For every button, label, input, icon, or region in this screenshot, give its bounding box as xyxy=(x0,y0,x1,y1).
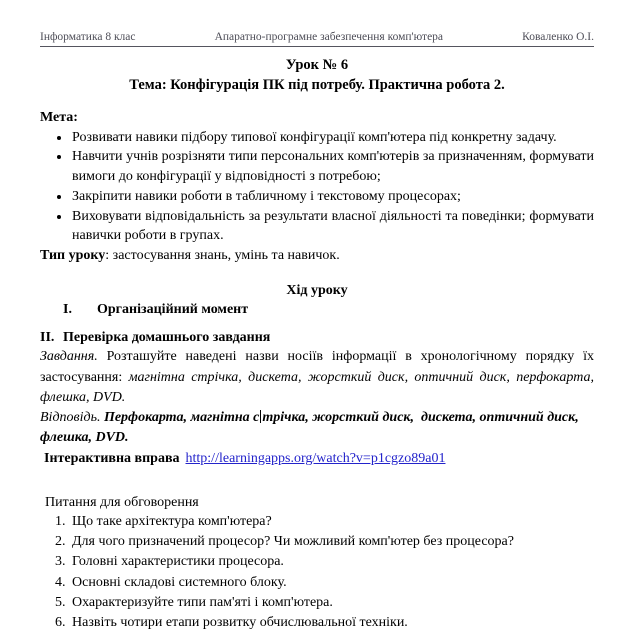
section-label: Організаційний момент xyxy=(97,302,249,318)
task-paragraph xyxy=(40,347,594,408)
lesson-number-title: Урок № 6 xyxy=(285,57,349,73)
list-item: • Навчити учнів розрізняти типи персональних комп'ютерів за призначенням, формувати вимоги до конфігурації у відповідності з потребою; xyxy=(71,147,594,187)
section-organizational-moment xyxy=(40,300,594,320)
course-flow-heading: Хід уроку xyxy=(286,282,348,298)
task-label: Завдання. xyxy=(40,349,98,365)
lesson-topic-title: Тема: Конфігурація ПК під потребу. Практична робота 2. xyxy=(129,77,505,93)
answer-label: Відповідь. xyxy=(40,410,104,426)
interactive-exercise-label: Інтерактивна вправа xyxy=(44,450,180,466)
lesson-type-value: : застосування знань, умінь та навичок. xyxy=(105,248,340,264)
list-item: 2. Для чого призначений процесор? Чи можливий комп'ютер без процесора? xyxy=(69,532,594,552)
list-item: • Виховувати відповідальність за результати власної діяльності та поведінки; формувати навички роботи в групах. xyxy=(71,207,594,247)
section-numeral: II. xyxy=(40,329,55,345)
section-label: Перевірка домашнього завдання xyxy=(63,329,271,345)
answer-text-before-cursor: Перфокарта, магнітна с xyxy=(103,410,260,426)
answer-paragraph xyxy=(40,408,594,449)
lesson-type-label: Тип уроку xyxy=(40,248,106,264)
learningapps-link[interactable]: http://learningapps.org/watch?v=p1cgzo89a01 xyxy=(185,450,446,466)
title-block xyxy=(40,55,594,95)
lesson-type-line xyxy=(40,246,594,266)
goal-label: Мета: xyxy=(40,110,78,125)
answer-text-after-cursor: трічка, жорсткий диск, дискета, оптичний диск, флешка, DVD. xyxy=(40,410,583,446)
interactive-exercise-line xyxy=(40,449,594,469)
list-item: 4. Основні складові системного блоку. xyxy=(69,573,594,593)
task-text: Розташуйте наведені назви носіїв інформації в хронологічному порядку їх застосування: xyxy=(40,349,594,385)
discussion-questions-heading: Питання для обговорення xyxy=(45,494,199,510)
section-numeral: I. xyxy=(63,302,72,318)
discussion-questions-list xyxy=(40,512,594,633)
list-item: 5. Охарактеризуйте типи пам'яті і комп'ютера. xyxy=(69,593,594,613)
section-homework-check xyxy=(40,328,594,348)
list-item: • Розвивати навики підбору типової конфігурації комп'ютера під конкретну задачу. xyxy=(71,128,594,148)
task-media-list: магнітна стрічка, дискета, жорсткий диск, оптичний диск, перфокарта, флешка, DVD. xyxy=(40,369,594,405)
list-item: 6. Назвіть чотири етапи розвитку обчислювальної техніки. xyxy=(69,613,594,633)
running-header xyxy=(40,31,594,47)
list-item: 3. Головні характеристики процесора. xyxy=(69,552,594,572)
list-item: 1. Що таке архітектура комп'ютера? xyxy=(69,512,594,532)
list-item: • Закріпити навики роботи в табличному і текстовому процесорах; xyxy=(71,187,594,207)
goal-bullet-list xyxy=(40,128,594,247)
header-chapter: Апаратно-програмне забезпечення комп'ютера xyxy=(214,31,444,43)
header-course: Інформатика 8 клас xyxy=(40,31,136,43)
header-author: Коваленко О.І. xyxy=(522,31,594,43)
